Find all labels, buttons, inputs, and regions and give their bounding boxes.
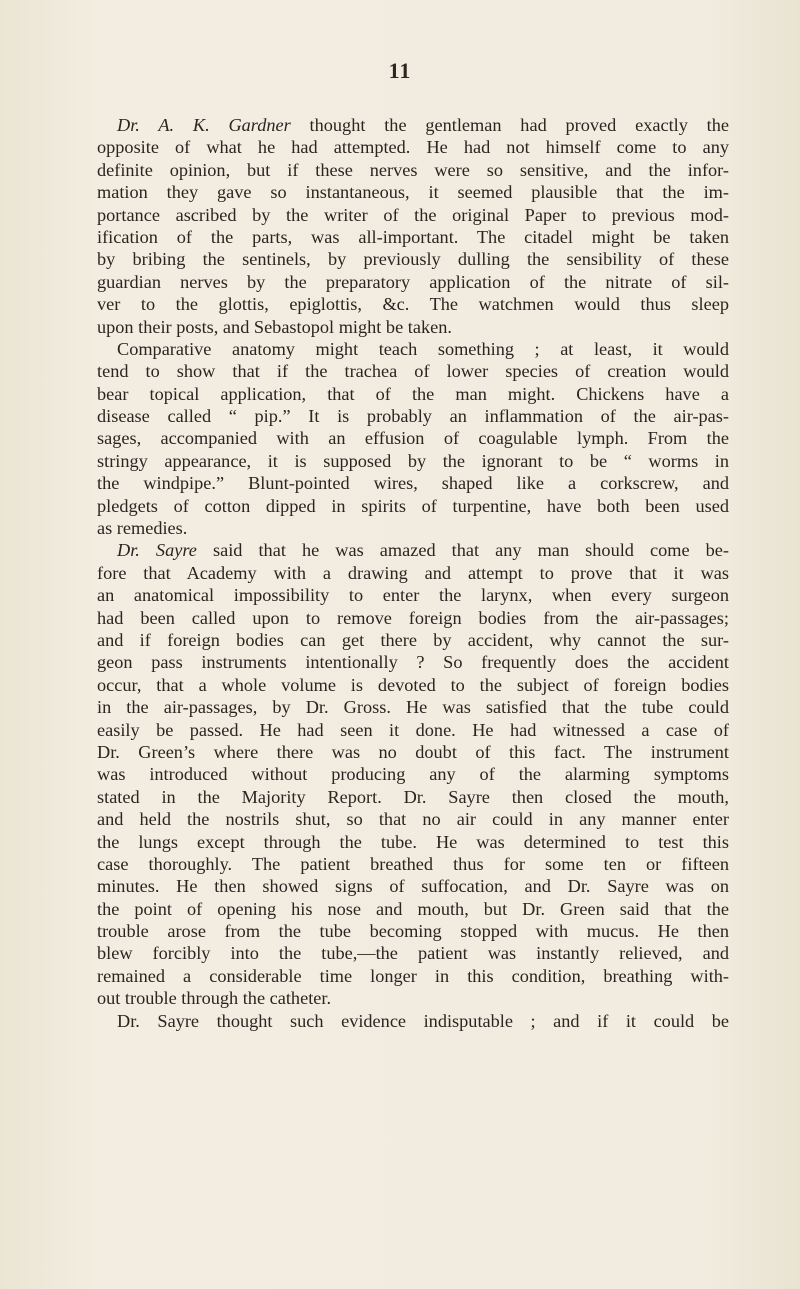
text-line: definite opinion, but if these nerves were so sensitive, and the infor- [97,159,729,180]
text-line: blew forcibly into the tube,—the patient was instantly relieved, and [97,943,729,964]
text-line: fore that Academy with a drawing and attempt to prove that it was [97,562,729,583]
text-line: tend to show that if the trachea of lower species of creation would [97,361,729,382]
text-line: as remedies. [97,518,188,539]
text-line: by bribing the sentinels, by previously dulling the sensibility of these [97,249,729,270]
text-line: disease called “ pip.” It is probably an inflammation of the air-pas- [97,406,729,427]
text-line: Dr. Green’s where there was no doubt of this fact. The instrument [97,741,729,762]
text-line: out trouble through the catheter. [97,988,332,1009]
text-line: and if foreign bodies can get there by accident, why cannot the sur- [97,629,729,650]
text-line: opposite of what he had attempted. He had not himself come to any [97,137,729,158]
text-line: guardian nerves by the preparatory application of the nitrate of sil- [97,271,729,292]
text-line: ver to the glottis, epiglottis, &c. The watchmen would thus sleep [97,294,729,315]
text-line: mation they gave so instantaneous, it seemed plausible that the im- [97,182,729,203]
text-line: the point of opening his nose and mouth, but Dr. Green said that the [97,898,729,919]
text-line: stated in the Majority Report. Dr. Sayre then closed the mouth, [97,786,729,807]
text-line: Comparative anatomy might teach something ; at least, it would [117,338,729,359]
text-line: ification of the parts, was all-important. The citadel might be taken [97,226,729,247]
text-line: case thoroughly. The patient breathed thus for some ten or fifteen [97,853,729,874]
speaker-name: Dr. Sayre [117,540,197,561]
text-line: and held the nostrils shut, so that no air could in any manner enter [97,809,729,830]
text-line: was introduced without producing any of the alarming symptoms [97,764,729,785]
text-line [97,539,729,561]
text-line: easily be passed. He had seen it done. He had witnessed a case of [97,719,729,740]
text-line: minutes. He then showed signs of suffocation, and Dr. Sayre was on [97,876,729,897]
text-line: pledgets of cotton dipped in spirits of turpentine, have both been used [97,495,729,516]
text-line: portance ascribed by the writer of the original Paper to previous mod- [97,204,729,225]
page-number: 11 [388,58,412,83]
text-line: occur, that a whole volume is devoted to the subject of foreign bodies [97,674,729,695]
text-line [97,114,729,136]
text-line: bear topical application, that of the man might. Chickens have a [97,383,729,404]
text-line: in the air-passages, by Dr. Gross. He was satisfied that the tube could [97,697,729,718]
text-line: stringy appearance, it is supposed by the ignorant to be “ worms in [97,450,729,471]
text-line: the windpipe.” Blunt-pointed wires, shaped like a corkscrew, and [97,473,729,494]
text-line: had been called upon to remove foreign bodies from the air-passages; [97,607,729,628]
text-line: remained a considerable time longer in this condition, breathing with- [97,965,729,986]
text-line: trouble arose from the tube becoming stopped with mucus. He then [97,921,729,942]
text-line: an anatomical impossibility to enter the larynx, when every surgeon [97,585,729,606]
text-line: upon their posts, and Sebastopol might be taken. [97,316,452,337]
line-text: said that he was amazed that any man should come be- [196,540,729,561]
text-line: Dr. Sayre thought such evidence indisputable ; and if it could be [117,1010,729,1031]
speaker-name: Dr. A. K. Gardner [117,115,291,135]
text-line: sages, accompanied with an effusion of coagulable lymph. From the [97,428,729,449]
text-line: the lungs except through the tube. He was determined to test this [97,831,729,852]
text-line: geon pass instruments intentionally ? So frequently does the accident [97,652,729,673]
line-text: thought the gentleman had proved exactly the [290,115,729,135]
body-text [97,114,729,1032]
